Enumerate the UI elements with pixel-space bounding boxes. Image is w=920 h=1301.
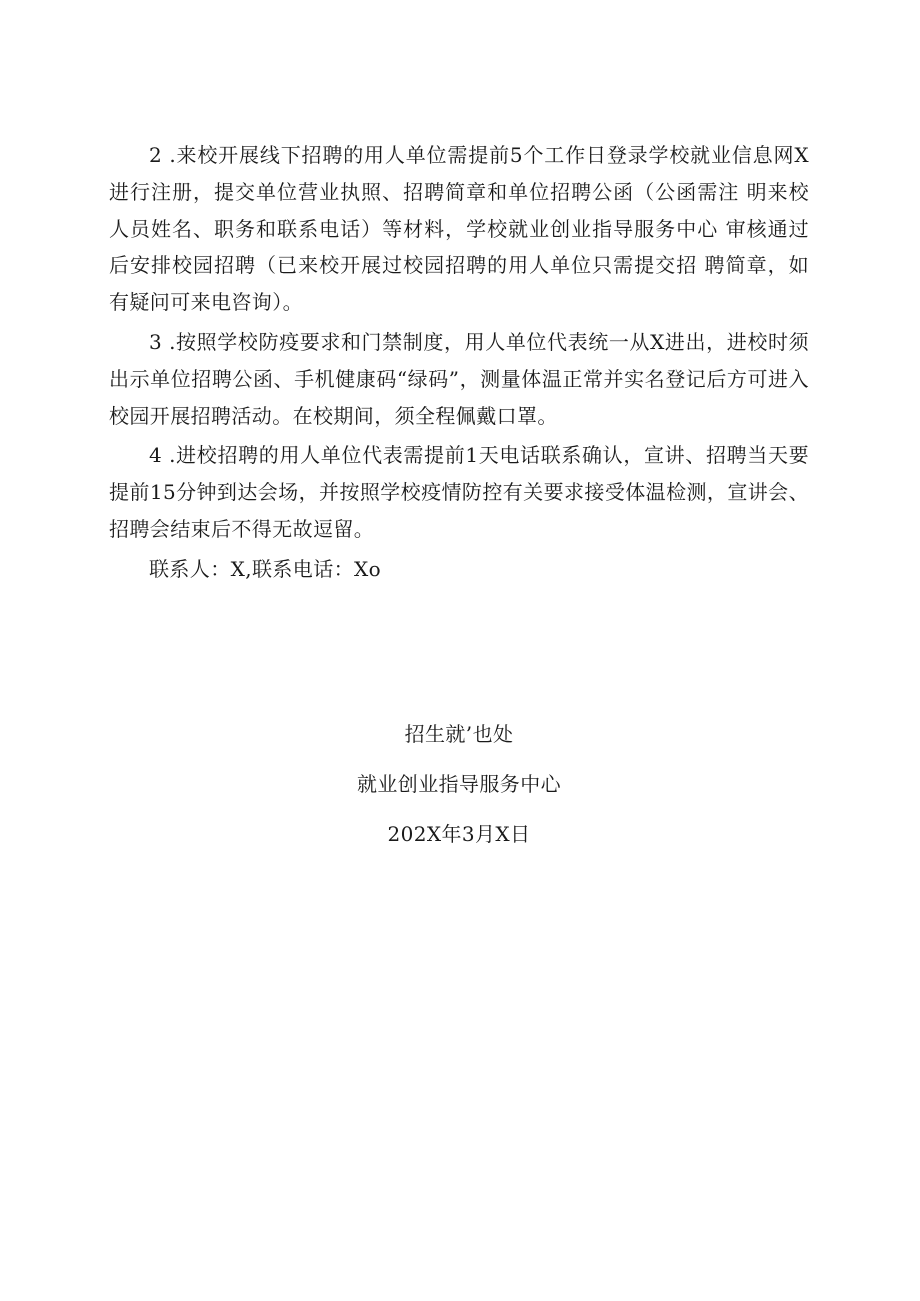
paragraph-item-2: 2 .来校开展线下招聘的用人单位需提前5个工作日登录学校就业信息网X进行注册，提交单位营业执照、招聘简章和单位招聘公函（公函需注 明来校人员姓名、职务和联系电话）等材料，学校就业创业指导服务中心 审核通过后安排校园招聘（已来校开展过校园招聘的用人单位只需提交招 聘简章，如有疑问可来电咨询）。	[109, 143, 809, 315]
signoff-office: 招生就’也处	[404, 722, 514, 746]
paragraph-item-4: 4 .进校招聘的用人单位代表需提前1天电话联系确认，宣讲、招聘当天要提前15分钟到达会场，并按照学校疫情防控有关要求接受体温检测，宣讲会、招聘会结束后不得无故逗留。	[109, 443, 809, 541]
contact-line: 联系人：X,联系电话：Xo	[149, 556, 382, 581]
signoff-center: 就业创业指导服务中心	[357, 772, 561, 796]
document-body	[109, 137, 809, 591]
paragraph-item-3: 3 .按照学校防疫要求和门禁制度，用人单位代表统一从X进出，进校时须出示单位招聘公函、手机健康码“绿码”，测量体温正常并实名登记后方可进入校园开展招聘活动。在校期间，须全程佩戴口罩。	[109, 329, 809, 428]
signoff-date: 202X年3月X日	[387, 822, 531, 846]
